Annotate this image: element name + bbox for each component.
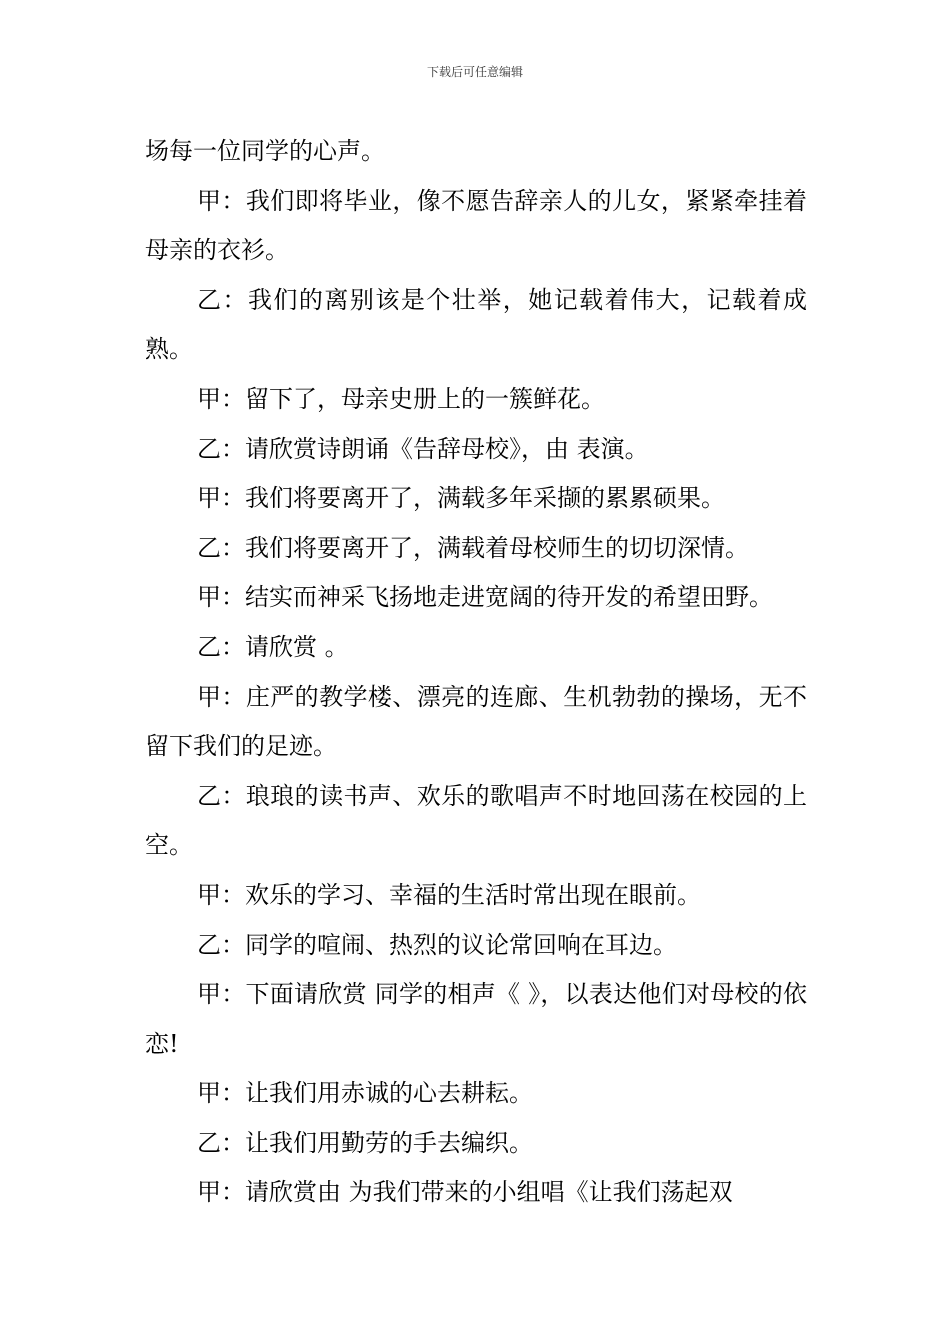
paragraph-11: 乙：琅琅的读书声、欢乐的歌唱声不时地回荡在校园的上空。 [145, 781, 807, 860]
paragraph-17: 甲：请欣赏由 为我们带来的小组唱《让我们荡起双 [197, 1178, 733, 1207]
paragraph-8: 甲：结实而神采飞扬地走进宽阔的待开发的希望田野。 [197, 583, 773, 612]
paragraph-4: 甲：留下了，母亲史册上的一簇鲜花。 [197, 384, 605, 413]
paragraph-1: 场每一位同学的心声。 [145, 137, 385, 165]
paragraph-2: 甲：我们即将毕业，像不愿告辞亲人的儿女，紧紧牵挂着母亲的衣衫。 [145, 186, 807, 265]
paragraph-12: 甲：欢乐的学习、幸福的生活时常出现在眼前。 [197, 880, 701, 909]
paragraph-14: 甲：下面请欣赏 同学的相声《 》，以表达他们对母校的依恋! [145, 980, 807, 1058]
document-body [145, 127, 807, 1218]
paragraph-5: 乙：请欣赏诗朗诵《告辞母校》，由 表演。 [197, 434, 649, 463]
paragraph-13: 乙：同学的喧闹、热烈的议论常回响在耳边。 [197, 930, 677, 959]
paragraph-6: 甲：我们将要离开了，满载多年采撷的累累硕果。 [197, 484, 725, 513]
paragraph-7: 乙：我们将要离开了，满载着母校师生的切切深情。 [197, 533, 749, 562]
paragraph-9: 乙：请欣赏 。 [197, 632, 349, 661]
paragraph-16: 乙：让我们用勤劳的手去编织。 [197, 1128, 533, 1157]
paragraph-3: 乙：我们的离别该是个壮举，她记载着伟大，记载着成熟。 [145, 285, 807, 364]
page-header: 下载后可任意编辑 [426, 65, 523, 79]
paragraph-15: 甲：让我们用赤诚的心去耕耘。 [197, 1079, 533, 1108]
paragraph-10: 甲：庄严的教学楼、漂亮的连廊、生机勃勃的操场，无不留下我们的足迹。 [145, 682, 807, 761]
